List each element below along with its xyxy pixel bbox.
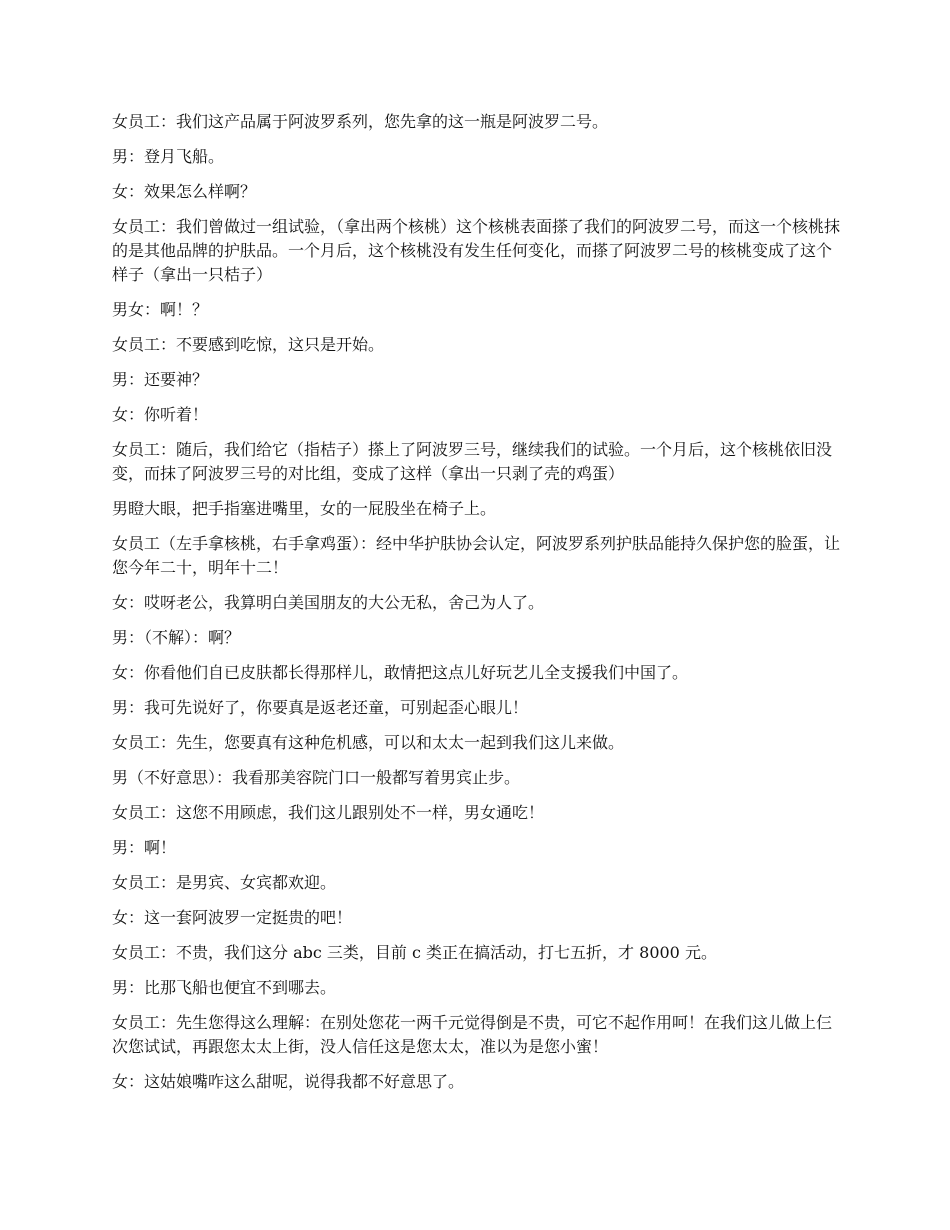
dialogue-line: 男（不好意思）：我看那美容院门口一般都写着男宾止步。 [112, 768, 521, 787]
dialogue-line: 男：比那飞船也便宜不到哪去。 [112, 978, 337, 997]
stage-direction: 男瞪大眼，把手指塞进嘴里，女的一屁股坐在椅子上。 [112, 499, 497, 518]
dialogue-line: 男：我可先说好了，你要真是返老还童，可别起歪心眼儿！ [112, 698, 529, 717]
dialogue-line: 女：这姑娘嘴咋这么甜呢，说得我都不好意思了。 [112, 1072, 465, 1091]
dialogue-line: 女：你听着！ [112, 405, 209, 424]
dialogue-line: 女员工：我们曾做过一组试验，（拿出两个核桃）这个核桃表面搽了我们的阿波罗二号，而这一个核桃抹的是其他品牌的护肤品。一个月后，这个核桃没有发生任何变化，而搽了阿波罗二号的核桃变成了这个样子（拿出一只桔子） [112, 217, 841, 284]
dialogue-line: 男：啊！ [112, 838, 177, 857]
document-body [112, 110, 842, 1105]
dialogue-line: 男女：啊！？ [112, 300, 209, 319]
dialogue-line: 男：登月飞船。 [112, 147, 225, 166]
dialogue-line: 女员工：随后，我们给它（指桔子）搽上了阿波罗三号，继续我们的试验。一个月后，这个核桃依旧没变，而抹了阿波罗三号的对比组，变成了这样（拿出一只剥了壳的鸡蛋） [112, 440, 833, 483]
dialogue-line: 男：还要神？ [112, 370, 209, 389]
dialogue-line: 女员工：不贵，我们这分 abc 三类，目前 c 类正在搞活动，打七五折，才 8000 元。 [112, 943, 717, 962]
dialogue-line: 女员工（左手拿核桃，右手拿鸡蛋）：经中华护肤协会认定，阿波罗系列护肤品能持久保护您的脸蛋，让您今年二十，明年十二！ [112, 534, 841, 577]
dialogue-line: 女：哎呀老公，我算明白美国朋友的大公无私，舍己为人了。 [112, 593, 545, 612]
dialogue-line: 女员工：先生您得这么理解：在别处您花一两千元觉得倒是不贵，可它不起作用呵！在我们这儿做上仨次您试试，再跟您太太上街，没人信任这是您太太，准以为是您小蜜！ [112, 1013, 833, 1056]
dialogue-line: 女员工：是男宾、女宾都欢迎。 [112, 873, 337, 892]
dialogue-line: 男：（不解）：啊？ [112, 628, 241, 647]
dialogue-line: 女：这一套阿波罗一定挺贵的吧！ [112, 908, 353, 927]
dialogue-line: 女员工：先生，您要真有这种危机感，可以和太太一起到我们这儿来做。 [112, 733, 625, 752]
dialogue-line: 女：效果怎么样啊？ [112, 182, 257, 201]
dialogue-line: 女：你看他们自已皮肤都长得那样儿，敢情把这点儿好玩艺儿全支援我们中国了。 [112, 663, 689, 682]
dialogue-line: 女员工：这您不用顾虑，我们这儿跟别处不一样，男女通吃！ [112, 803, 545, 822]
dialogue-line: 女员工：我们这产品属于阿波罗系列，您先拿的这一瓶是阿波罗二号。 [112, 112, 609, 131]
dialogue-line: 女员工：不要感到吃惊，这只是开始。 [112, 335, 385, 354]
